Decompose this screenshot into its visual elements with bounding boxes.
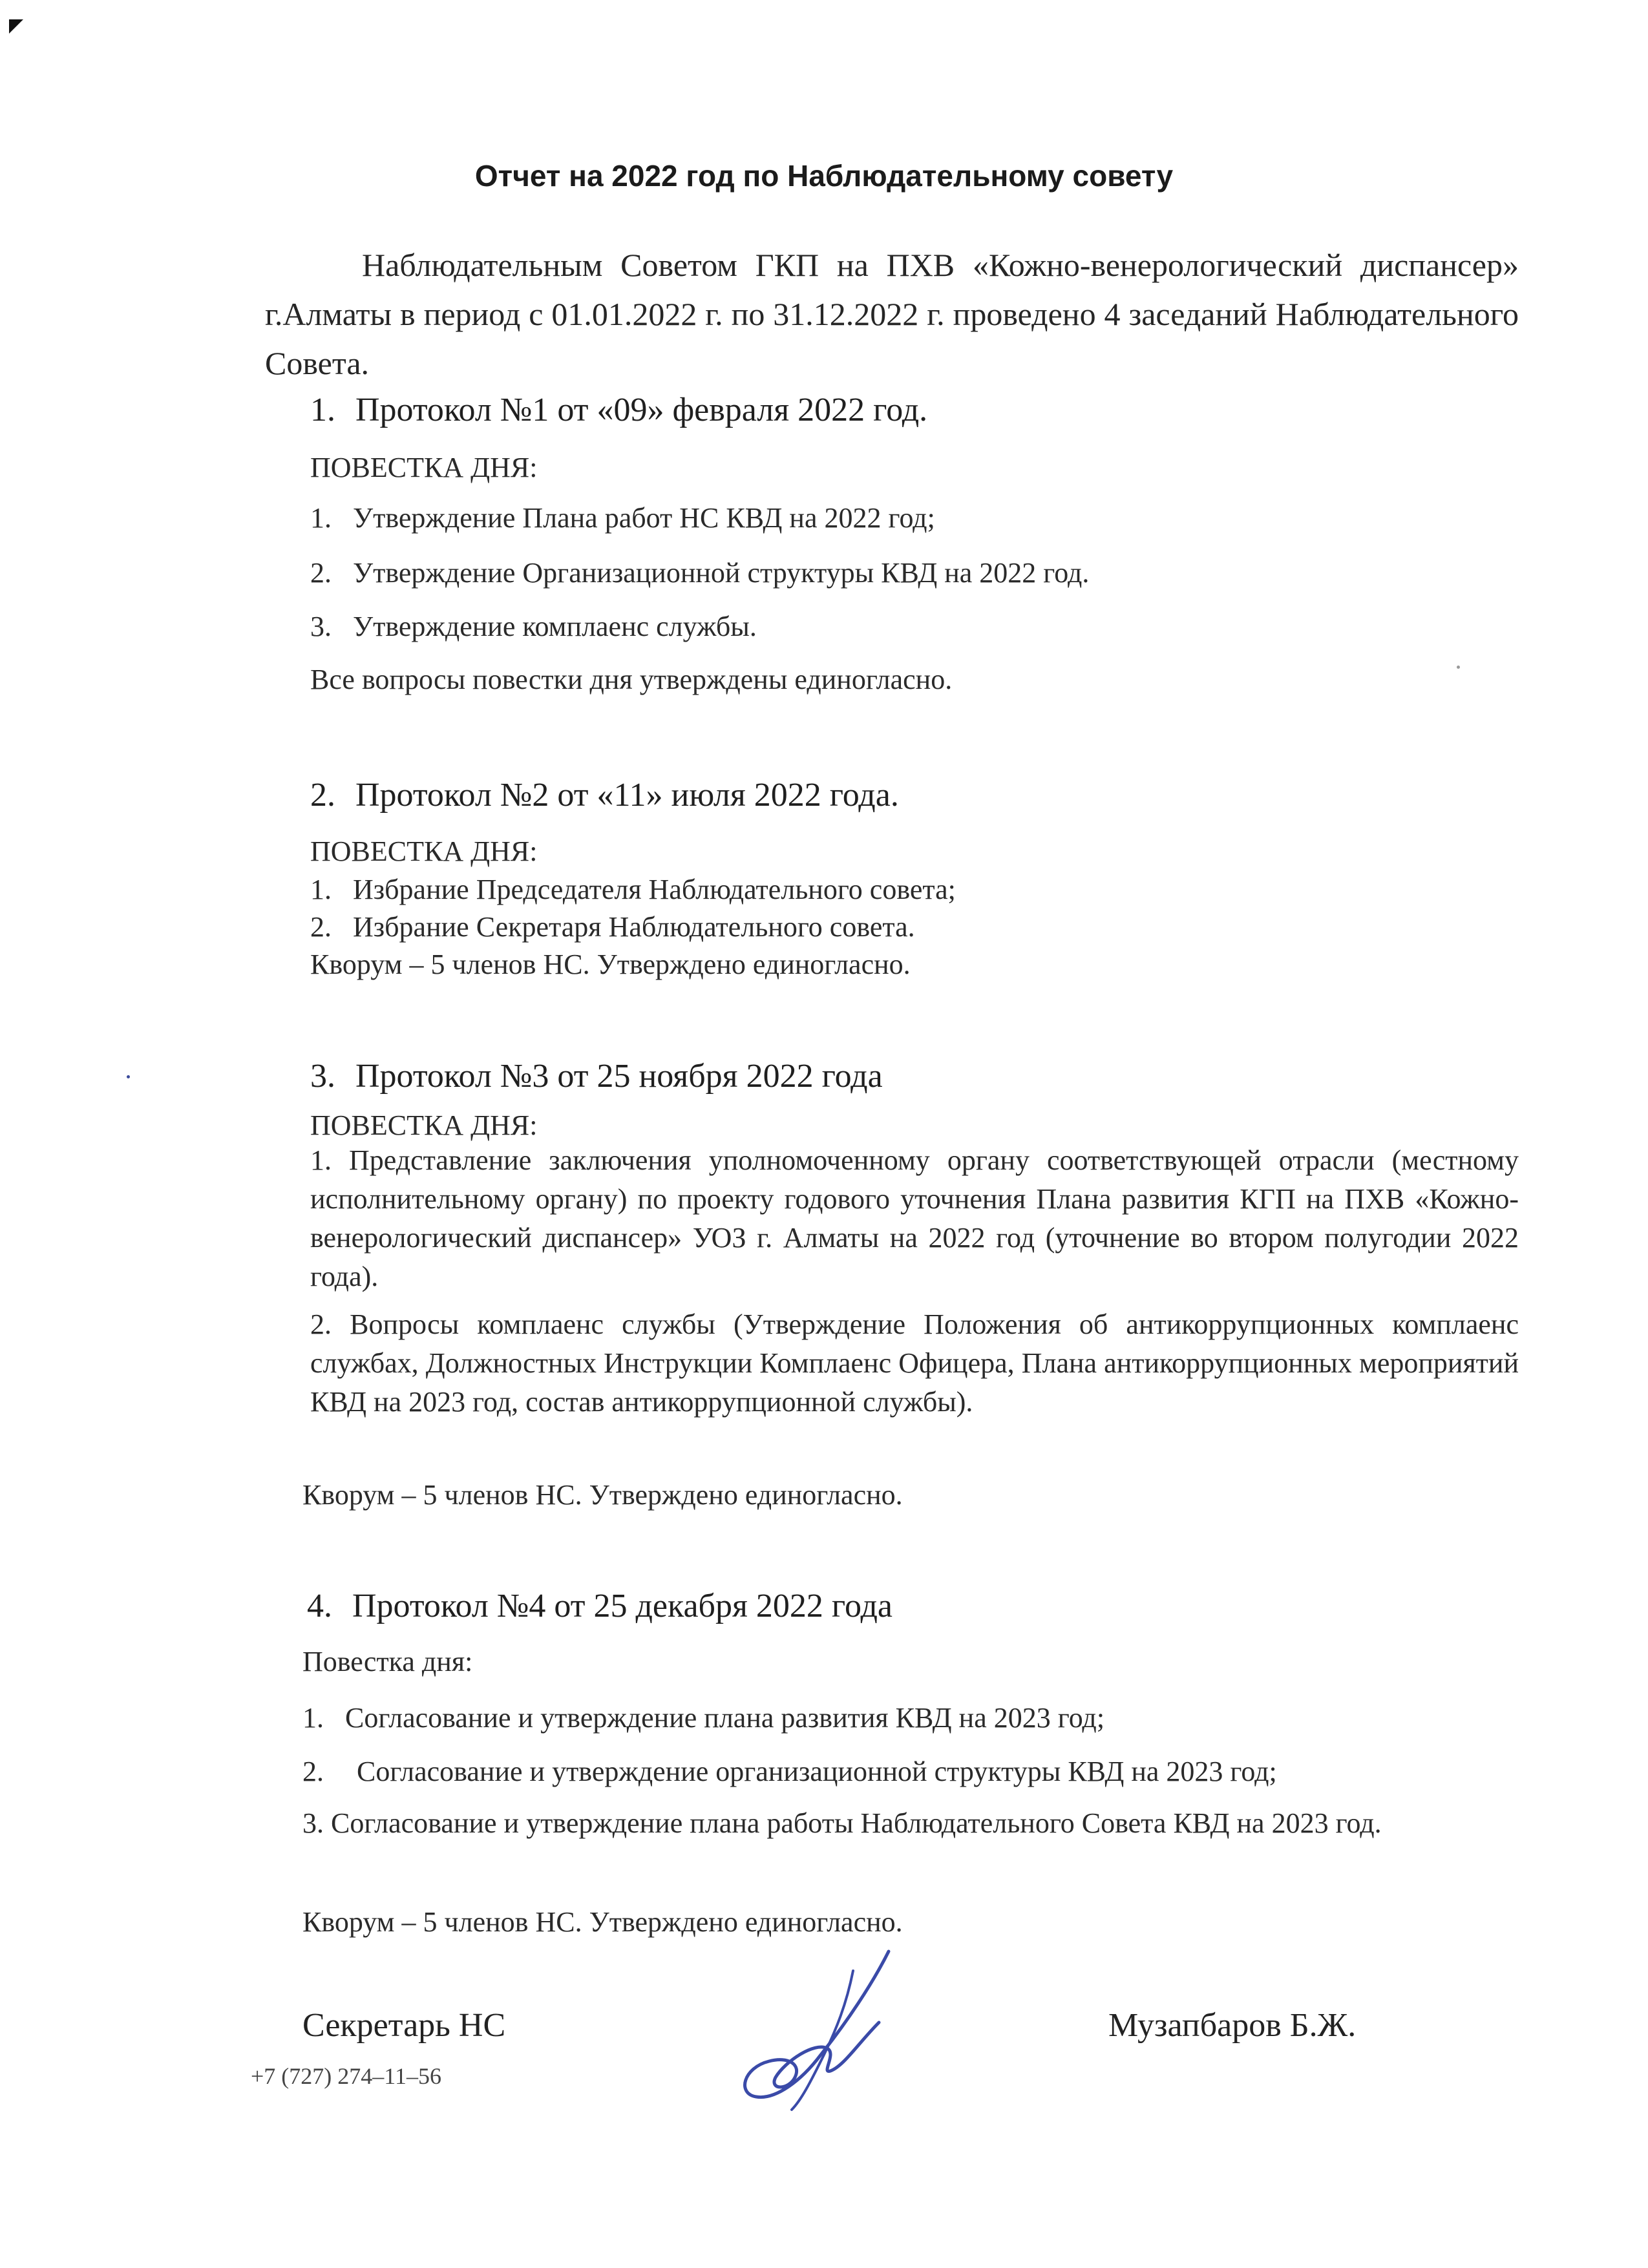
protocol-number: 1. <box>310 392 335 428</box>
item-text: Представление заключения уполномоченному органу соответствующей отрасли (местному исполнительному органу) по проекту годового уточнения Плана развития КГП на ПХВ «Кожно-венерологический диспансер» УОЗ г. Алматы на 2022 год (уточнение во втором полугодии 2022 года). <box>310 1144 1519 1292</box>
protocol-2-agenda-label: ПОВЕСТКА ДНЯ: <box>310 835 538 867</box>
protocol-3-result: Кворум – 5 членов НС. Утверждено единогласно. <box>302 1479 903 1511</box>
protocol-4-item-3 <box>302 1804 1519 1843</box>
protocol-1-item-1 <box>310 499 935 538</box>
item-number: 2. <box>310 1308 332 1340</box>
scan-speck <box>127 1075 130 1078</box>
protocol-4-item-2 <box>302 1752 1277 1791</box>
item-text: Избрание Секретаря Наблюдательного совета. <box>353 911 915 943</box>
item-number: 1. <box>310 1144 332 1176</box>
handwritten-signature <box>724 1945 918 2113</box>
item-number: 1. <box>310 502 332 534</box>
protocol-4-result: Кворум – 5 членов НС. Утверждено единогласно. <box>302 1906 903 1938</box>
protocol-3-item-1 <box>310 1141 1519 1296</box>
item-number: 2. <box>302 1756 324 1787</box>
item-text: Вопросы комплаенс службы (Утверждение Положения об антикоррупционных комплаенс службах, Должностных Инструкции Комплаенс Офицера, Плана антикоррупционных мероприятий КВД на 2023 год, состав антикоррупционной службы). <box>310 1308 1519 1418</box>
protocol-3-agenda-label: ПОВЕСТКА ДНЯ: <box>310 1109 538 1141</box>
item-text: Утверждение Организационной структуры КВД на 2022 год. <box>353 557 1090 589</box>
secretary-label: Секретарь НС <box>302 2007 506 2044</box>
protocol-2-item-2 <box>310 908 915 947</box>
phone-number: +7 (727) 274–11–56 <box>251 2063 441 2089</box>
item-number: 2. <box>310 557 332 589</box>
protocol-3-item-2 <box>310 1305 1519 1422</box>
item-text: Согласование и утверждение плана работы Наблюдательного Совета КВД на 2023 год. <box>331 1807 1382 1839</box>
protocol-1-result: Все вопросы повестки дня утверждены единогласно. <box>310 664 953 695</box>
protocol-2-item-1 <box>310 870 956 909</box>
document-title: Отчет на 2022 год по Наблюдательному совету <box>474 159 1174 193</box>
protocol-1-heading <box>310 388 927 433</box>
intro-paragraph: Наблюдательным Советом ГКП на ПХВ «Кожно-венерологический диспансер» г.Алматы в период с 01.01.2022 г. по 31.12.2022 г. проведено 4 заседаний Наблюдательного Совета. <box>265 247 1519 381</box>
protocol-number: 2. <box>310 777 335 814</box>
item-number: 1. <box>302 1702 324 1734</box>
protocol-number: 4. <box>307 1588 332 1624</box>
item-text: Согласование и утверждение организационной структуры КВД на 2023 год; <box>357 1756 1277 1787</box>
protocol-title: Протокол №2 от «11» июля 2022 года. <box>355 777 899 814</box>
protocol-title: Протокол №4 от 25 декабря 2022 года <box>352 1588 893 1624</box>
item-number: 2. <box>310 911 332 943</box>
protocol-4-item-1 <box>302 1699 1104 1738</box>
scan-corner-mark <box>9 19 23 34</box>
protocol-number: 3. <box>310 1058 335 1095</box>
protocol-3-heading <box>310 1054 883 1099</box>
item-number: 3. <box>310 611 332 642</box>
protocol-title: Протокол №3 от 25 ноября 2022 года <box>355 1058 883 1095</box>
protocol-4-heading <box>307 1584 893 1629</box>
item-text: Избрание Председателя Наблюдательного совета; <box>353 874 956 905</box>
item-number: 3. <box>302 1807 324 1839</box>
protocol-4-agenda-label: Повестка дня: <box>302 1646 473 1677</box>
protocol-title: Протокол №1 от «09» февраля 2022 год. <box>355 392 928 428</box>
item-text: Согласование и утверждение плана развития КВД на 2023 год; <box>345 1702 1105 1734</box>
protocol-1-item-3 <box>310 607 757 646</box>
protocol-2-result: Кворум – 5 членов НС. Утверждено единогласно. <box>310 949 911 980</box>
item-text: Утверждение Плана работ НС КВД на 2022 год; <box>353 502 935 534</box>
item-text: Утверждение комплаенс службы. <box>353 611 757 642</box>
protocol-1-item-2 <box>310 554 1089 593</box>
secretary-name: Музапбаров Б.Ж. <box>1108 2007 1357 2044</box>
scan-speck <box>1457 666 1460 669</box>
protocol-1-agenda-label: ПОВЕСТКА ДНЯ: <box>310 452 538 483</box>
item-number: 1. <box>310 874 332 905</box>
protocol-2-heading <box>310 773 899 818</box>
